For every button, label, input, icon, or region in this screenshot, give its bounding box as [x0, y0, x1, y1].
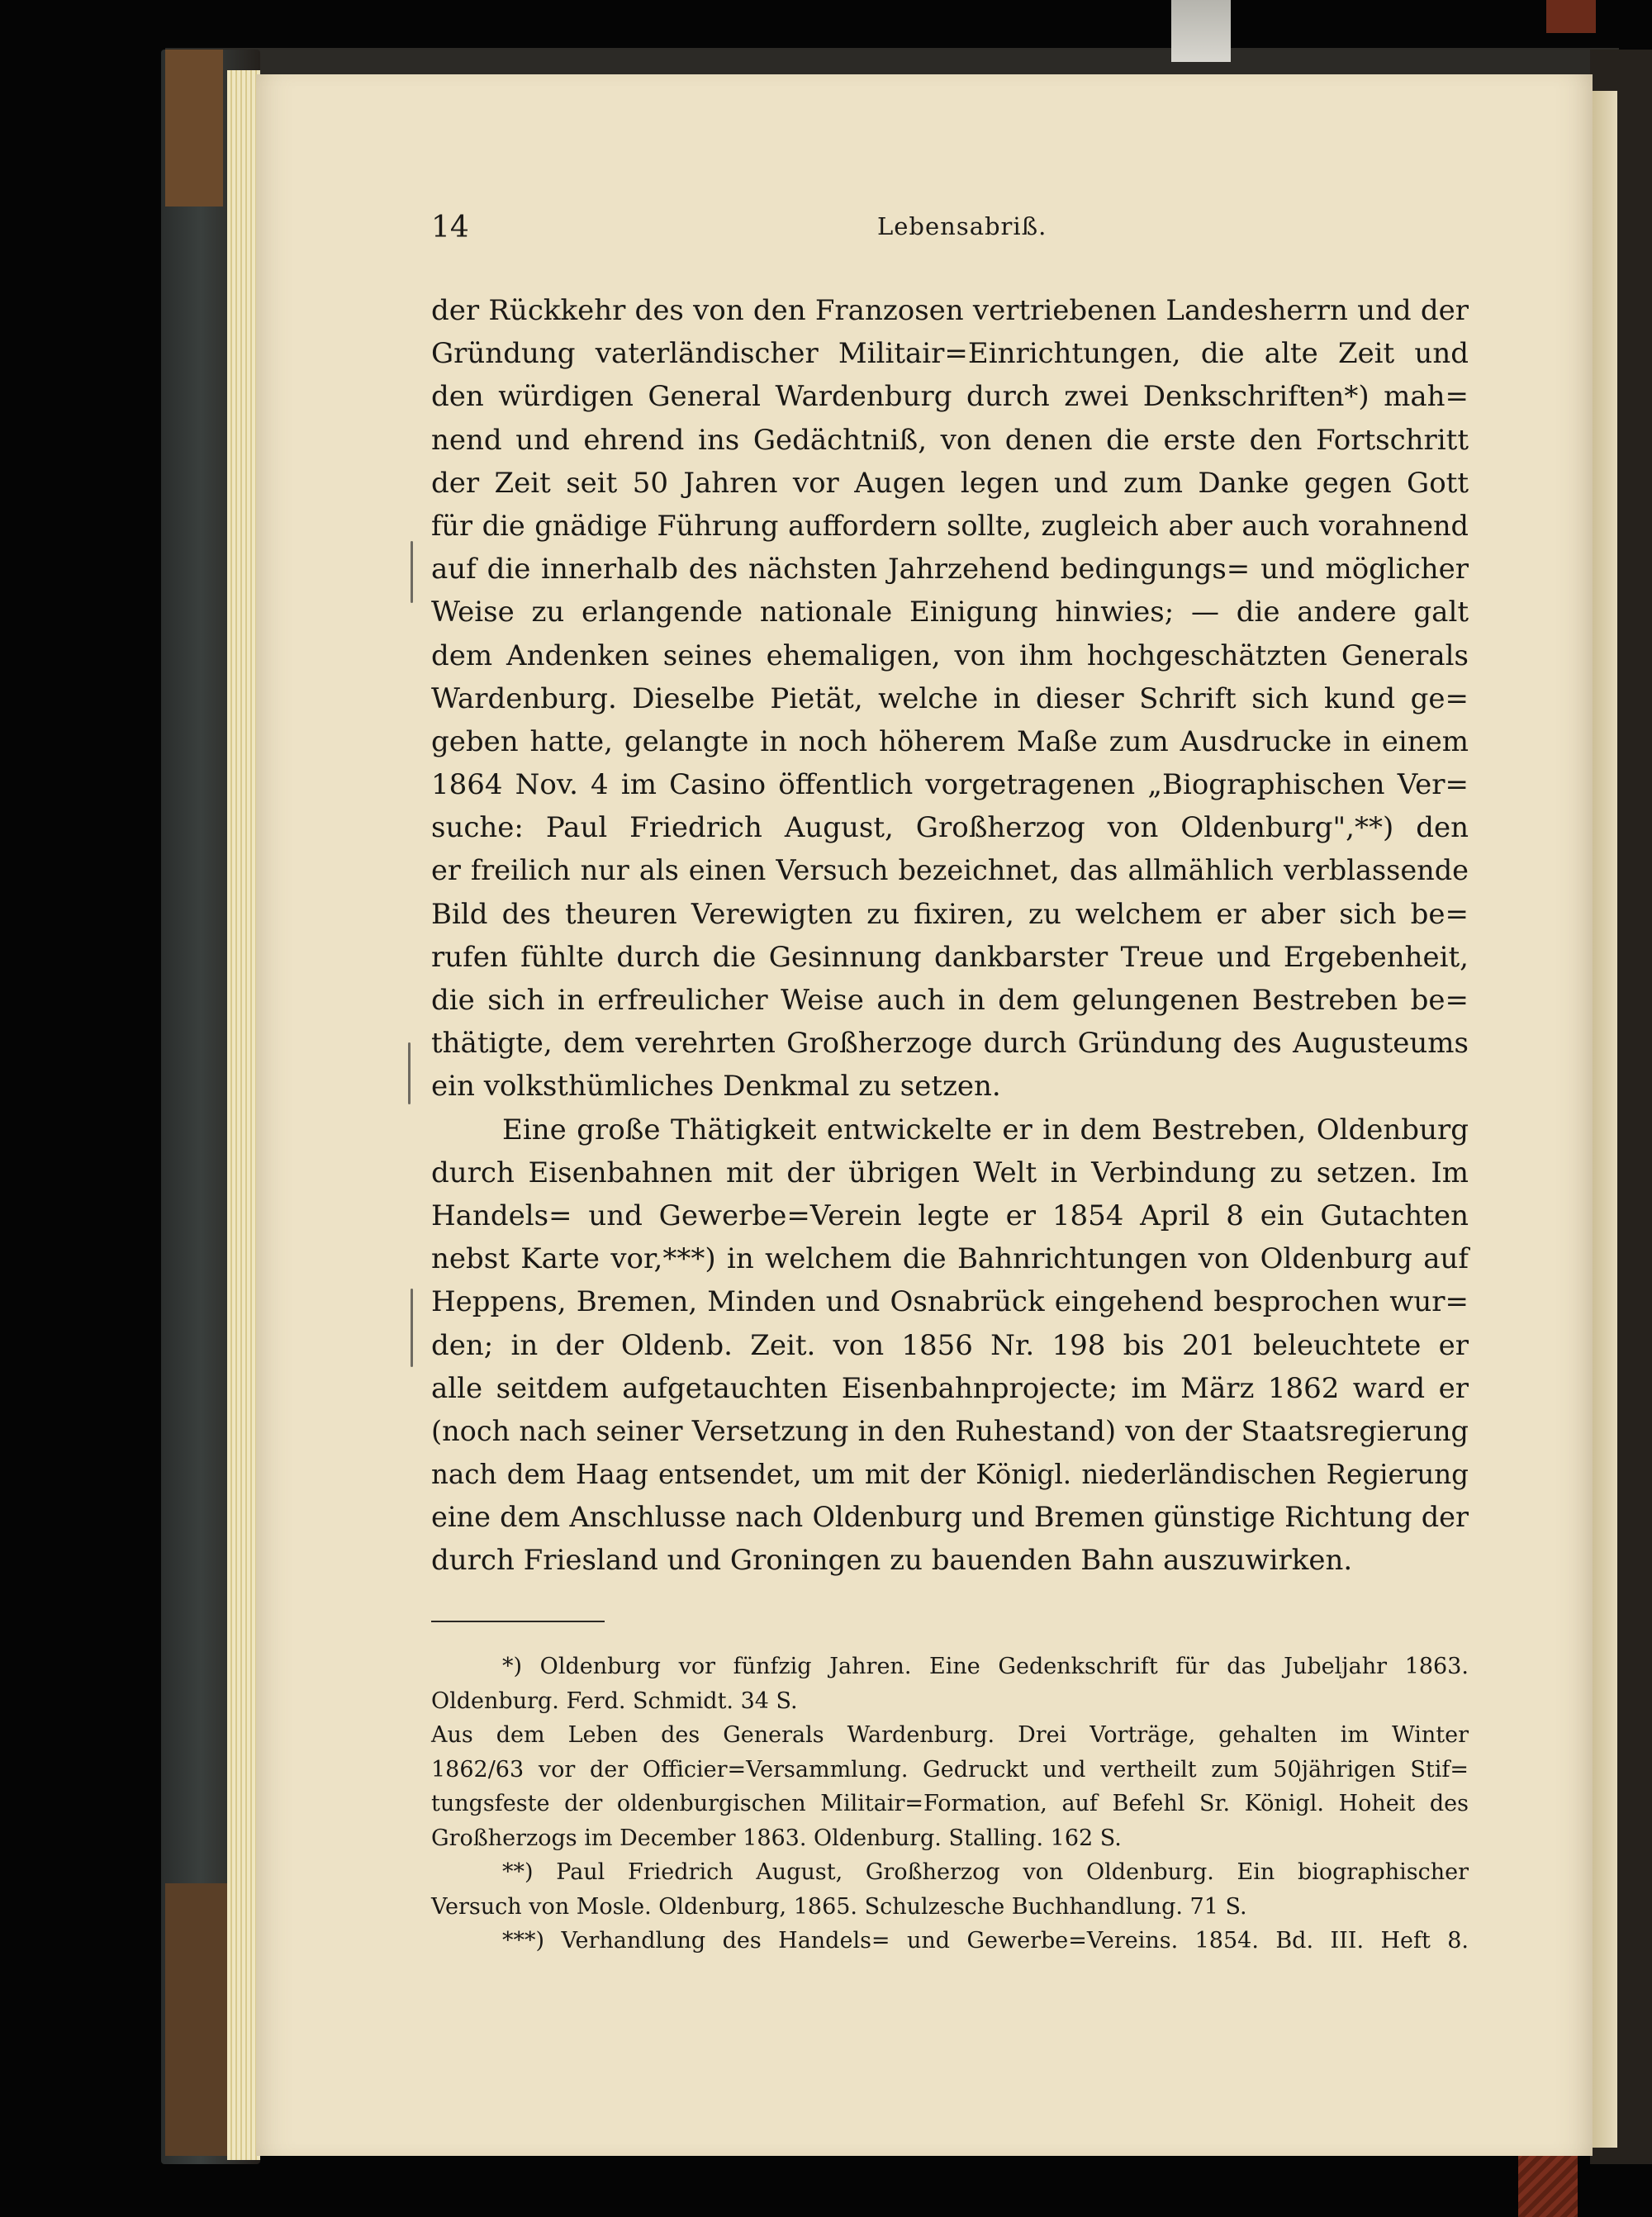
body-line: nach dem Haag entsendet, um mit der Königl. niederländischen Regierung: [431, 1459, 1469, 1491]
body-line: ein volksthümliches Denkmal zu setzen.: [431, 1070, 1001, 1104]
body-line: für die gnädige Führung auffordern sollte, zugleich aber auch vorahnend: [431, 509, 1469, 542]
body-line: den; in der Oldenb. Zeit. von 1856 Nr. 198 bis 201 beleuchtete er: [431, 1328, 1469, 1362]
footnote-separator: [431, 1621, 605, 1622]
body-line: Weise zu erlangende nationale Einigung hinwies; — die andere galt: [431, 596, 1469, 629]
body-line: rufen fühlte durch die Gesinnung dankbarster Treue und Ergebenheit,: [431, 940, 1469, 974]
body-line: der Rückkehr des von den Franzosen vertriebenen Landesherrn und der: [431, 294, 1469, 327]
body-text: [431, 289, 1469, 1583]
footnote-line: Versuch von Mosle. Oldenburg, 1865. Schulzesche Buchhandlung. 71 S.: [431, 1893, 1247, 1920]
footnote-line: ***) Verhandlung des Handels= und Gewerbe=Vereins. 1854. Bd. III. Heft 8.: [502, 1928, 1469, 1954]
running-title: Lebensabriß.: [877, 212, 1047, 240]
body-line: die sich in erfreulicher Weise auch in dem gelungenen Bestreben be=: [431, 984, 1469, 1017]
footnote-line: Großherzogs im December 1863. Oldenburg. Stalling. 162 S.: [431, 1825, 1122, 1851]
pencil-mark: [411, 1289, 413, 1367]
body-line: auf die innerhalb des nächsten Jahrzehend bedingungs= und möglicher: [431, 553, 1469, 586]
next-page-edge: [1593, 91, 1617, 2148]
footnote-line: **) Paul Friedrich August, Großherzog von Oldenburg. Ein biographischer: [502, 1859, 1469, 1885]
page-header: [431, 211, 1472, 252]
footnote-line: 1862/63 vor der Officier=Versammlung. Gedruckt und vertheilt zum 50jährigen Stif=: [431, 1756, 1469, 1783]
pencil-mark: [408, 1042, 411, 1104]
paragraph-start-line: Eine große Thätigkeit entwickelte er in dem Bestreben, Oldenburg: [502, 1113, 1469, 1146]
pencil-mark: [411, 541, 413, 603]
body-line: 1864 Nov. 4 im Casino öffentlich vorgetragenen „Biographischen Ver=: [431, 768, 1469, 802]
body-line: suche: Paul Friedrich August, Großherzog von Oldenburg",**) den: [431, 811, 1469, 845]
footnote-line: Aus dem Leben des Generals Wardenburg. Drei Vorträge, gehalten im Winter: [431, 1722, 1469, 1748]
body-line: durch Eisenbahnen mit der übrigen Welt in Verbindung zu setzen. Im: [431, 1156, 1469, 1189]
footnotes: [431, 1650, 1469, 1958]
body-line: geben hatte, gelangte in noch höherem Maße zum Ausdrucke in einem: [431, 724, 1469, 758]
body-line: dem Andenken seines ehemaligen, von ihm hochgeschätzten Generals: [431, 639, 1469, 672]
footnote-line: Oldenburg. Ferd. Schmidt. 34 S.: [431, 1688, 798, 1714]
footnote-line: *) Oldenburg vor fünfzig Jahren. Eine Gedenkschrift für das Jubeljahr 1863.: [502, 1654, 1469, 1679]
body-line: Handels= und Gewerbe=Verein legte er 1854 April 8 ein Gutachten: [431, 1199, 1469, 1232]
paper-tab: [1171, 0, 1231, 62]
bookmark-ribbon-top: [1546, 0, 1596, 33]
body-line: (noch nach seiner Versetzung in den Ruhestand) von der Staatsregierung: [431, 1414, 1469, 1447]
body-line: den würdigen General Wardenburg durch zwei Denkschriften*) mah=: [431, 380, 1469, 414]
book-cover-corner-top: [165, 50, 223, 207]
page-edges: [227, 70, 260, 2160]
footnote-line: tungsfeste der oldenburgischen Militair=Formation, auf Befehl Sr. Königl. Hoheit des: [431, 1791, 1469, 1816]
body-line: er freilich nur als einen Versuch bezeichnet, das allmählich verblassende: [431, 854, 1469, 887]
body-line: thätigte, dem verehrten Großherzoge durch Gründung des Augusteums: [431, 1027, 1469, 1061]
body-line: Heppens, Bremen, Minden und Osnabrück eingehend besprochen wur=: [431, 1285, 1469, 1319]
body-line: Bild des theuren Verewigten zu fixiren, zu welchem er aber sich be=: [431, 897, 1469, 931]
body-line: eine dem Anschlusse nach Oldenburg und Bremen günstige Richtung der: [431, 1501, 1469, 1534]
body-line: der Zeit seit 50 Jahren vor Augen legen und zum Danke gegen Gott: [431, 466, 1469, 500]
body-line: Wardenburg. Dieselbe Pietät, welche in dieser Schrift sich kund ge=: [431, 681, 1469, 715]
page-number: 14: [431, 211, 469, 244]
body-line: nend und ehrend ins Gedächtniß, von denen die erste den Fortschritt: [431, 423, 1469, 457]
body-line: Gründung vaterländischer Militair=Einrichtungen, die alte Zeit und: [431, 337, 1469, 371]
body-line: nebst Karte vor,***) in welchem die Bahnrichtungen von Oldenburg auf: [431, 1242, 1469, 1276]
body-line: alle seitdem aufgetauchten Eisenbahnprojecte; im März 1862 ward er: [431, 1371, 1469, 1405]
body-line: durch Friesland und Groningen zu bauenden Bahn auszuwirken.: [431, 1544, 1353, 1578]
